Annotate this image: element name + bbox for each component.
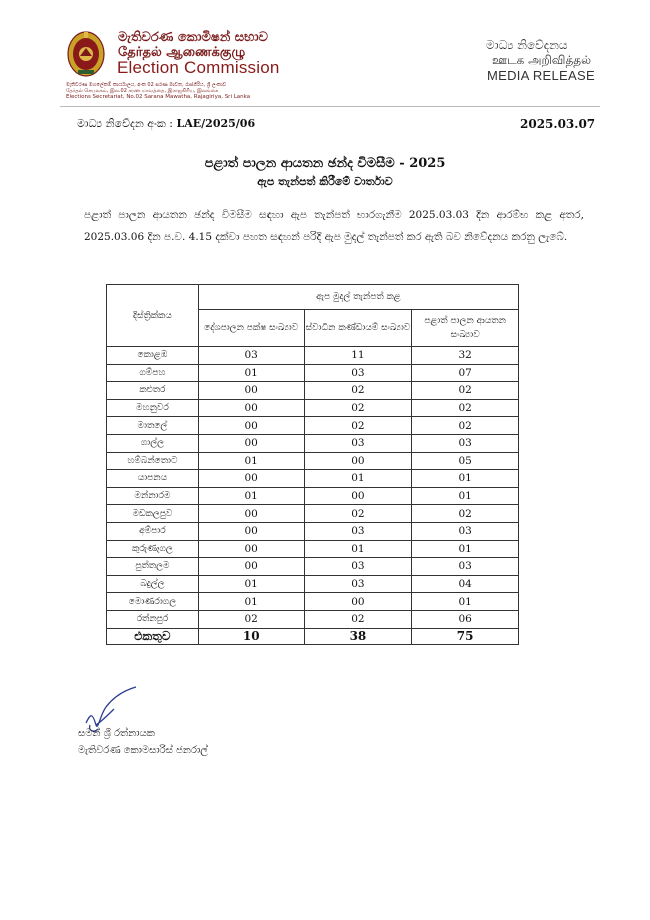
reference-label: මාධ්‍ය නිවේදන අංක :	[77, 117, 177, 130]
total-parties: 10	[198, 628, 304, 644]
district-cell: අම්පාර	[107, 522, 199, 540]
column-header-parties: දේශපාලන පක්ෂ සංඛ්‍යාව	[198, 310, 304, 347]
total-row	[107, 628, 519, 644]
institutions-cell: 02	[412, 505, 519, 523]
table-row	[107, 522, 519, 540]
institutions-cell: 03	[412, 558, 519, 576]
table-row	[107, 434, 519, 452]
independents-cell: 01	[304, 470, 412, 488]
parties-cell: 03	[198, 347, 304, 365]
institutions-cell: 03	[412, 434, 519, 452]
district-cell: රත්නපුර	[107, 610, 199, 628]
media-release-sinhala: මාධ්‍ය නිවේදනය	[486, 38, 568, 52]
parties-cell: 00	[198, 470, 304, 488]
parties-cell: 00	[198, 382, 304, 400]
document-subtitle: ඇප තැන්පත් කිරීමේ වාර්තාව	[257, 175, 393, 188]
parties-cell: 00	[198, 558, 304, 576]
signatory-name: සමන් ශ්‍රී රත්නායක	[78, 728, 155, 739]
district-cell: කළුතර	[107, 382, 199, 400]
district-cell: කුරුණෑගල	[107, 540, 199, 558]
independents-cell: 11	[304, 347, 412, 365]
district-cell: මන්නාරම	[107, 487, 199, 505]
parties-cell: 02	[198, 610, 304, 628]
institutions-cell: 01	[412, 540, 519, 558]
table-row	[107, 610, 519, 628]
reference-line	[77, 117, 255, 131]
org-name-english: Election Commission	[117, 58, 280, 77]
table-row	[107, 540, 519, 558]
independents-cell: 02	[304, 399, 412, 417]
column-header-institutions: පළාත් පාලන ආයතන සංඛ්‍යාව	[412, 310, 519, 347]
parties-cell: 01	[198, 593, 304, 611]
district-cell: යාපනය	[107, 470, 199, 488]
parties-cell: 00	[198, 399, 304, 417]
district-cell: මොණරාගල	[107, 593, 199, 611]
district-cell: හම්බන්තොට	[107, 452, 199, 470]
district-cell: මාතලේ	[107, 417, 199, 435]
district-cell: මඩකලපුව	[107, 505, 199, 523]
document-title: පළාත් පාලන ආයතන ඡන්ද විමසීම - 2025	[204, 156, 446, 171]
address-sinhala: මැතිවරණ මහලේකම් කාර්යාලය, අංක 02 සරණ මාවත, රාජගිරිය, ශ්‍රී ලංකාව	[66, 82, 227, 88]
parties-cell: 01	[198, 487, 304, 505]
table-body	[107, 347, 519, 629]
independents-cell: 03	[304, 434, 412, 452]
independents-cell: 02	[304, 382, 412, 400]
table-row	[107, 470, 519, 488]
table-row	[107, 364, 519, 382]
district-header: දිස්ත්‍රික්කය	[107, 285, 199, 347]
parties-cell: 00	[198, 434, 304, 452]
parties-cell: 01	[198, 364, 304, 382]
parties-cell: 00	[198, 540, 304, 558]
institutions-cell: 06	[412, 610, 519, 628]
independents-cell: 02	[304, 417, 412, 435]
table-row	[107, 452, 519, 470]
sri-lanka-emblem-icon	[66, 30, 106, 78]
independents-cell: 01	[304, 540, 412, 558]
district-cell: ගම්පහ	[107, 364, 199, 382]
deposits-table	[106, 284, 519, 645]
institutions-cell: 01	[412, 487, 519, 505]
institutions-cell: 07	[412, 364, 519, 382]
parties-cell: 01	[198, 452, 304, 470]
org-name-tamil: தேர்தல் ஆணைக்குழு	[118, 45, 246, 60]
media-release-tamil: ஊடக அறிவித்தல்	[492, 53, 592, 67]
district-cell: ගාල්ල	[107, 434, 199, 452]
district-cell: කොළඹ	[107, 347, 199, 365]
independents-cell: 00	[304, 593, 412, 611]
independents-cell: 02	[304, 610, 412, 628]
table-row	[107, 593, 519, 611]
district-cell: පුත්තලම	[107, 558, 199, 576]
independents-cell: 00	[304, 487, 412, 505]
total-institutions: 75	[412, 628, 519, 644]
institutions-cell: 32	[412, 347, 519, 365]
institutions-cell: 02	[412, 382, 519, 400]
total-independents: 38	[304, 628, 412, 644]
institutions-cell: 02	[412, 399, 519, 417]
address-tamil: தேர்தல் செயலகம், இல.02 சரண மாவத்தை, இராஜகிரிய, இலங்கை	[66, 88, 219, 94]
independents-cell: 03	[304, 575, 412, 593]
institutions-cell: 04	[412, 575, 519, 593]
independents-cell: 03	[304, 364, 412, 382]
group-header: ඇප මුදල් තැන්පත් කළ	[198, 285, 518, 310]
institutions-cell: 02	[412, 417, 519, 435]
signatory-title: මැතිවරණ කොමසාරිස් ජනරාල්	[78, 745, 208, 756]
table-row	[107, 505, 519, 523]
reference-number: LAE/2025/06	[176, 117, 256, 130]
table-row	[107, 347, 519, 365]
institutions-cell: 01	[412, 470, 519, 488]
body-paragraph: පළාත් පාලන ආයතන ඡන්ද විමසීම සඳහා ඇප තැන්පත් භාරගැනීම 2025.03.03 දින ආරම්භ කළ අතර, 2025.03.06 දින ප.ව. 4.15 දක්වා පහත සඳහන් පරිදි ඇප මුදල් තැන්පත් කර ඇති බව නිවේදනය කරනු ලැබේ.	[84, 209, 584, 243]
independents-cell: 03	[304, 558, 412, 576]
table-row	[107, 382, 519, 400]
org-name-sinhala: මැතිවරණ කොමිෂන් සභාව	[118, 30, 268, 45]
parties-cell: 00	[198, 522, 304, 540]
media-release-english: MEDIA RELEASE	[487, 68, 595, 83]
parties-cell: 00	[198, 417, 304, 435]
address-english: Elections Secretariat, No.02 Sarana Mawatha, Rajagiriya, Sri Lanka	[66, 94, 251, 100]
independents-cell: 00	[304, 452, 412, 470]
table-row	[107, 417, 519, 435]
table-row	[107, 487, 519, 505]
independents-cell: 03	[304, 522, 412, 540]
parties-cell: 00	[198, 505, 304, 523]
institutions-cell: 03	[412, 522, 519, 540]
table-row	[107, 399, 519, 417]
column-header-independents: ස්වාධීන කණ්ඩායම් සංඛ්‍යාව	[304, 310, 412, 347]
header-divider	[60, 106, 600, 107]
district-cell: බදුල්ල	[107, 575, 199, 593]
institutions-cell: 05	[412, 452, 519, 470]
district-cell: මහනුවර	[107, 399, 199, 417]
release-date: 2025.03.07	[520, 117, 596, 131]
table-row	[107, 575, 519, 593]
institutions-cell: 01	[412, 593, 519, 611]
table-row	[107, 558, 519, 576]
parties-cell: 01	[198, 575, 304, 593]
total-label: එකතුව	[107, 628, 199, 644]
independents-cell: 02	[304, 505, 412, 523]
